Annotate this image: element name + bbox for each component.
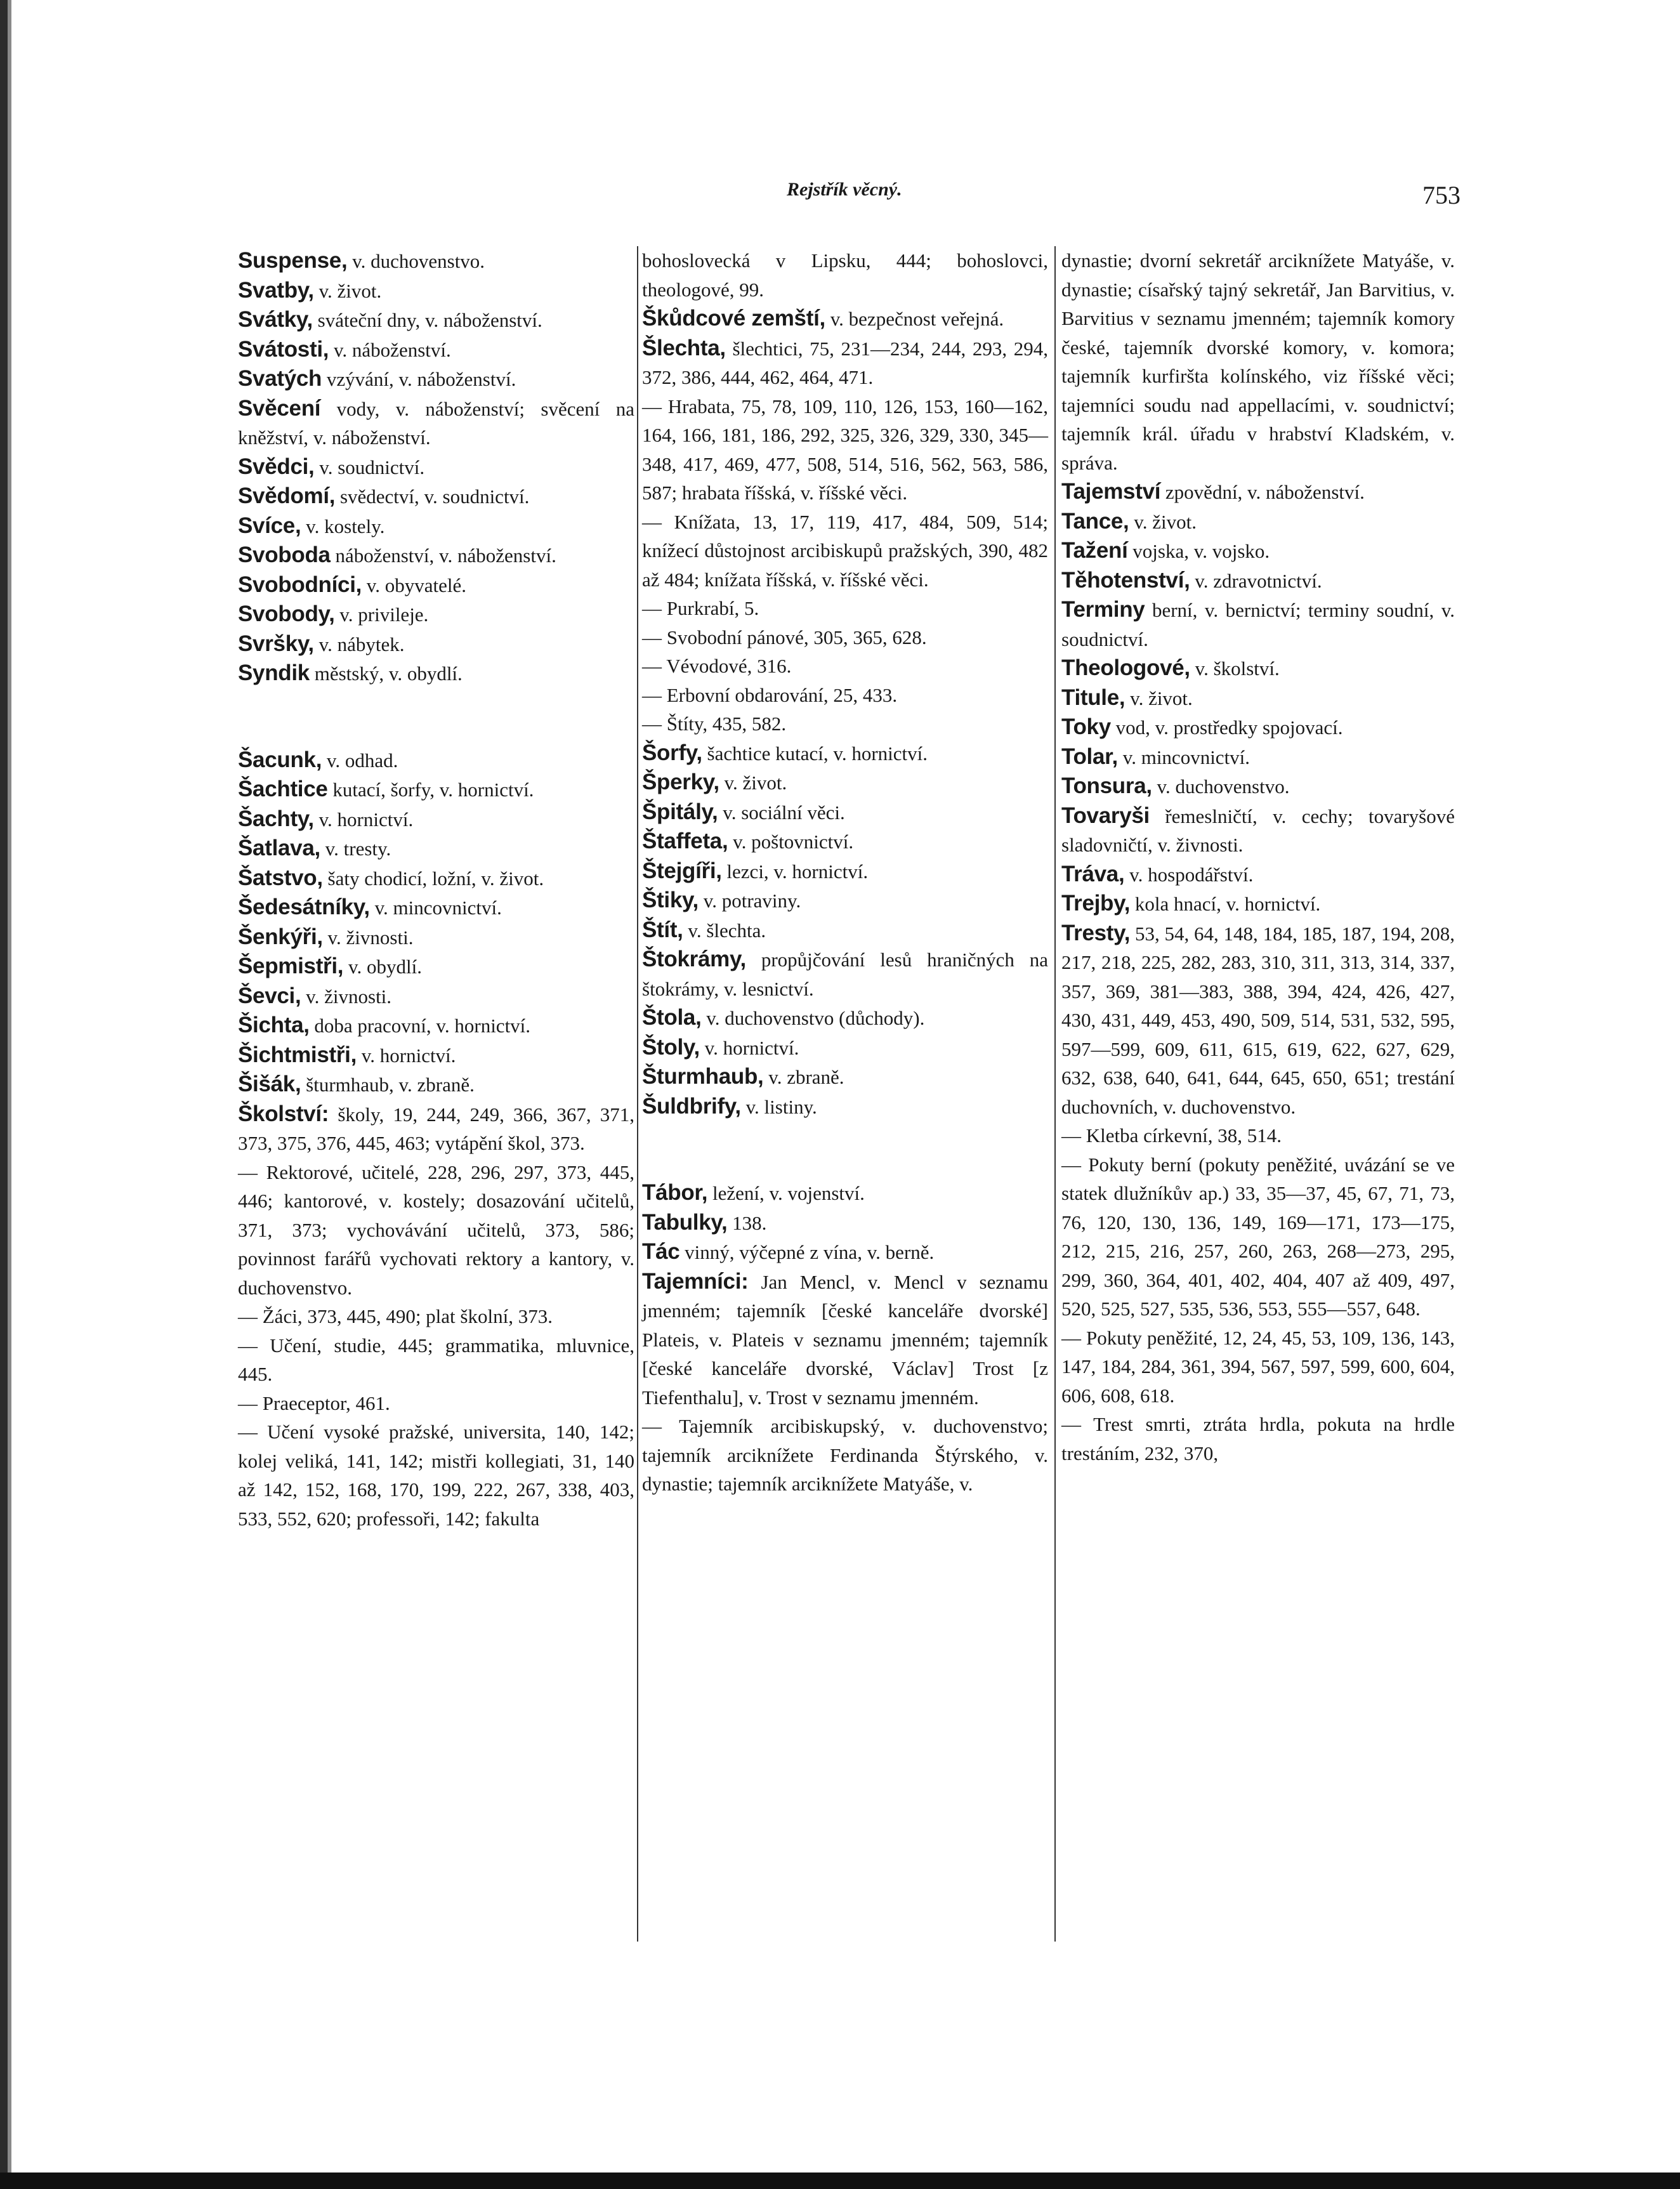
entry-text: — Purkrabí, 5. (642, 597, 759, 619)
entry-text: v. hornictví. (699, 1036, 799, 1059)
column-divider-1 (637, 246, 638, 1942)
index-entry (642, 1003, 1048, 1033)
scan-edge-left (0, 0, 8, 2189)
entry-text: vody, v. náboženství; svěcení na kněžství, v. náboženství. (238, 397, 634, 449)
index-entry (238, 511, 634, 541)
index-entry (238, 805, 634, 834)
entry-text: — Svobodní pánové, 305, 365, 628. (642, 626, 927, 648)
entry-text: — Vévodové, 316. (642, 655, 792, 677)
index-subentry (642, 709, 1048, 739)
entry-headword: Šorfy, (642, 740, 702, 765)
entry-headword: Štaffeta, (642, 829, 728, 853)
entry-text: — Pokuty berní (pokuty peněžité, uvázání se ve statek dlužníkův ap.) 33, 35—37, 45, 67, 71, 73, 76, 120, 130, 136, 149, 169—171, 173—175, 212, 215, 216, 257, 260, 263, 268—273, 295, 299, 360, 364, 401, 402, 404, 407 až 409, 497, 520, 525, 527, 535, 536, 553, 555—557, 648. (1061, 1153, 1455, 1320)
index-entry (238, 305, 634, 335)
index-column-2 (642, 246, 1048, 1499)
entry-text: 138. (727, 1211, 767, 1234)
entry-text: — Praeceptor, 461. (238, 1391, 390, 1414)
index-entry (1061, 536, 1455, 566)
entry-text: šlechtici, 75, 231—234, 244, 293, 294, 372, 386, 444, 462, 464, 471. (642, 337, 1048, 388)
entry-text: řemeslničtí, v. cechy; tovaryšové sladovničtí, v. živnosti. (1061, 805, 1455, 856)
index-subentry (642, 623, 1048, 652)
entry-headword: Šachty, (238, 806, 314, 831)
entry-headword: Tác (642, 1239, 680, 1264)
entry-text: v. nábytek. (313, 633, 405, 655)
entry-text: vzývání, v. náboženství. (322, 368, 516, 390)
index-subentry (238, 1302, 634, 1331)
entry-headword: Tolar, (1061, 744, 1118, 769)
index-subentry (238, 1417, 634, 1533)
index-entry (238, 482, 634, 511)
entry-headword: Šturmhaub, (642, 1064, 764, 1089)
index-entry (1061, 801, 1455, 860)
index-column-1 (238, 246, 634, 1533)
entry-text: — Hrabata, 75, 78, 109, 110, 126, 153, 160—162, 164, 166, 181, 186, 292, 325, 326, 329, 330, 345—348, 417, 469, 477, 508, 514, 516, 562, 563, 586, 587; hrabata říšská, v. říšské věci. (642, 395, 1048, 504)
index-subentry (1061, 1324, 1455, 1410)
entry-text: propůjčování lesů hraničných na štokrámy, v. lesnictví. (642, 949, 1048, 1000)
entry-headword: Šperky, (642, 770, 719, 794)
scan-edge-left-shadow (8, 0, 11, 2189)
index-entry (238, 923, 634, 952)
entry-text: v. zdravotnictví. (1190, 569, 1322, 592)
entry-headword: Toky (1061, 714, 1111, 739)
index-subentry (642, 246, 1048, 304)
entry-headword: Šatlava, (238, 836, 320, 860)
entry-headword: Šlechta, (642, 335, 726, 360)
entry-headword: Šedesátníky, (238, 895, 370, 919)
index-entry (238, 864, 634, 893)
entry-text: v. duchovenstvo (důchody). (701, 1007, 925, 1029)
index-entry (238, 659, 634, 688)
index-entry (642, 945, 1048, 1003)
entry-headword: Šišák, (238, 1072, 301, 1096)
index-entry (642, 827, 1048, 857)
entry-text: v. šlechta. (683, 919, 766, 942)
entry-text: vinný, výčepné z vína, v. berně. (679, 1241, 935, 1263)
entry-text: — Štíty, 435, 582. (642, 713, 787, 735)
entry-headword: Šacunk, (238, 747, 322, 772)
entry-text: v. život. (313, 279, 382, 302)
index-entry (642, 916, 1048, 945)
entry-text: v. listiny. (740, 1095, 817, 1118)
entry-headword: Štokrámy, (642, 947, 746, 971)
entry-text: městský, v. obydlí. (309, 662, 463, 685)
entry-headword: Ševci, (238, 983, 301, 1008)
entry-text: v. tresty. (320, 838, 391, 860)
index-subentry (642, 1412, 1048, 1499)
index-entry (642, 1092, 1048, 1122)
index-entry (238, 746, 634, 775)
index-entry (238, 1011, 634, 1041)
entry-text: šturmhaub, v. zbraně. (301, 1074, 475, 1096)
index-subentry (642, 652, 1048, 681)
index-entry (238, 541, 634, 570)
entry-text: náboženství, v. náboženství. (330, 544, 556, 567)
entry-headword: Svátky, (238, 307, 313, 332)
entry-text: v. hornictví. (313, 808, 414, 831)
entry-text: — Pokuty peněžité, 12, 24, 45, 53, 109, 136, 143, 147, 184, 284, 361, 394, 567, 597, 599, 600, 604, 606, 608, 618. (1061, 1326, 1455, 1407)
entry-headword: Tažení (1061, 538, 1128, 563)
entry-headword: Štít, (642, 917, 683, 942)
index-entry (238, 982, 634, 1011)
index-entry (1061, 683, 1455, 713)
index-entry (238, 1100, 634, 1158)
entry-text: zpovědní, v. náboženství. (1160, 481, 1365, 503)
entry-headword: Svobodníci, (238, 572, 362, 597)
index-entry (1061, 772, 1455, 801)
entry-text: sváteční dny, v. náboženství. (312, 309, 542, 331)
index-entry (642, 768, 1048, 798)
entry-text: vod, v. prostředky spojovací. (1110, 716, 1343, 739)
index-subentry (1061, 246, 1455, 477)
index-entry (238, 629, 634, 659)
entry-headword: Štejgíři, (642, 858, 722, 883)
entry-headword: Terminy (1061, 597, 1145, 622)
index-entry (642, 739, 1048, 768)
index-entry (642, 1033, 1048, 1063)
entry-headword: Štiky, (642, 888, 699, 912)
index-entry (1061, 860, 1455, 890)
entry-text: v. bezpečnost veřejná. (825, 308, 1004, 330)
entry-headword: Svršky, (238, 631, 314, 656)
entry-text: — Rektorové, učitelé, 228, 296, 297, 373, 445, 446; kantorové, v. kostely; dosazování učitelů, 371, 373; vychovávání učitelů, 373, 586; povinnost farářů vychovati rektory a kantory, v. duchovenstvo. (238, 1160, 634, 1299)
entry-headword: Titule, (1061, 685, 1125, 710)
entry-text: šachtice kutací, v. hornictví. (702, 742, 928, 765)
entry-headword: Suspense, (238, 248, 348, 273)
index-entry (238, 364, 634, 394)
entry-text: kutací, šorfy, v. hornictví. (327, 779, 534, 801)
index-entry (238, 893, 634, 923)
entry-text: v. život. (1125, 687, 1193, 709)
entry-text: v. hornictví. (357, 1044, 456, 1067)
index-subentry (642, 508, 1048, 595)
entry-headword: Svobody, (238, 601, 335, 626)
index-entry (642, 886, 1048, 916)
entry-headword: Tráva, (1061, 861, 1125, 886)
index-subentry (642, 594, 1048, 623)
column-divider-2 (1054, 246, 1056, 1942)
index-entry (1061, 742, 1455, 772)
entry-text: v. privileje. (334, 603, 429, 626)
entry-text: v. sociální věci. (718, 801, 845, 824)
entry-text: dynastie; dvorní sekretář arciknížete Matyáše, v. dynastie; císařský tajný sekretář, Jan Barvitius, v. Barvitius v seznamu jmenném; tajemník komory české, tajemník dvorské komory, v. komora; tajemník kurfiršta kolínského, viz říšské věci; tajemníci soudu nad appellacími, v. soudnictví; tajemník král. úřadu v hrabství Kladském, v. správa. (1061, 249, 1455, 474)
entry-text: v. živnosti. (301, 985, 392, 1008)
index-entry (1061, 654, 1455, 683)
index-entry (238, 276, 634, 306)
entry-text: šaty chodicí, ložní, v. život. (322, 867, 544, 890)
index-entry (238, 570, 634, 600)
index-entry (238, 600, 634, 629)
entry-text: v. náboženství. (329, 338, 451, 361)
entry-headword: Šachtice (238, 777, 328, 801)
entry-text: v. obydlí. (343, 956, 422, 978)
entry-text: 53, 54, 64, 148, 184, 185, 187, 194, 208, 217, 218, 225, 282, 283, 310, 311, 313, 314, 337, 357, 369, 381—383, 388, 394, 424, 426, 427, 430, 431, 449, 453, 490, 509, 514, 531, 532, 595, 597—599, 609, 611, 615, 619, 622, 627, 629, 632, 638, 640, 641, 644, 645, 650, 651; trestání duchovních, v. duchovenstvo. (1061, 922, 1455, 1118)
index-subentry (642, 392, 1048, 508)
entry-text: v. odhad. (322, 749, 398, 772)
entry-headword: Svíce, (238, 513, 301, 538)
entry-headword: Štoly, (642, 1034, 700, 1060)
entry-text: v. kostely. (301, 515, 385, 537)
entry-text: Jan Mencl, v. Mencl v seznamu jmenném; tajemník [české kanceláře dvorské] Plateis, v. Plateis v seznamu jmenném; tajemník [české kanceláře dvorské, Václav] Trost [z Tiefenthalu], v. Trost v seznamu jmenném. (642, 1270, 1048, 1409)
index-subentry (1061, 1150, 1455, 1324)
entry-headword: Svatých (238, 366, 322, 391)
entry-text: kola hnací, v. hornictví. (1130, 893, 1321, 915)
entry-text: — Učení vysoké pražské, universita, 140, 142; kolej veliká, 141, 142; mistři kollegiati, 31, 140 až 142, 152, 168, 170, 199, 222, 267, 338, 403, 533, 552, 620; professoři, 142; fakulta (238, 1421, 634, 1530)
entry-text: v. mincovnictví. (1117, 746, 1250, 768)
index-entry (238, 775, 634, 805)
page-number: 753 (1422, 181, 1460, 209)
index-entry (642, 857, 1048, 886)
index-entry (642, 1208, 1048, 1238)
index-entry (1061, 507, 1455, 537)
index-column-3 (1061, 246, 1455, 1468)
index-entry (238, 1041, 634, 1070)
entry-headword: Tábor, (642, 1180, 708, 1205)
entry-headword: Těhotenství, (1061, 567, 1190, 593)
entry-headword: Šichtmistři, (238, 1042, 357, 1067)
index-entry (1061, 889, 1455, 919)
entry-text: v. zbraně. (763, 1066, 844, 1088)
index-entry (238, 1070, 634, 1100)
index-entry (238, 834, 634, 864)
index-entry (642, 1267, 1048, 1412)
entry-headword: Tovaryši (1061, 803, 1150, 828)
entry-text: — Knížata, 13, 17, 119, 417, 484, 509, 514; knížecí důstojnost arcibiskupů pražských, 390, 482 až 484; knížata říšská, v. říšské věci. (642, 510, 1048, 591)
index-entry (238, 394, 634, 452)
entry-text: — Trest smrti, ztráta hrdla, pokuta na hrdle trestáním, 232, 370, (1061, 1413, 1455, 1464)
entry-text: v. poštovnictví. (728, 831, 854, 853)
index-entry (642, 1178, 1048, 1208)
index-entry (1061, 477, 1455, 507)
entry-headword: Tajemství (1061, 479, 1161, 504)
index-subentry (642, 681, 1048, 710)
entry-text: v. hospodářství. (1124, 863, 1254, 886)
index-entry (238, 246, 634, 276)
entry-text: vojska, v. vojsko. (1127, 540, 1270, 562)
entry-text: svědectví, v. soudnictví. (335, 485, 530, 508)
index-entry (642, 304, 1048, 334)
entry-headword: Šichta, (238, 1013, 310, 1037)
index-entry (1061, 919, 1455, 1122)
entry-headword: Tresty, (1061, 920, 1131, 945)
entry-text: v. obyvatelé. (362, 574, 467, 596)
entry-headword: Šepmistři, (238, 954, 344, 978)
index-entry (642, 798, 1048, 827)
entry-text: — Erbovní obdarování, 25, 433. (642, 683, 898, 706)
entry-headword: Syndik (238, 661, 310, 685)
entry-headword: Theologové, (1061, 655, 1190, 680)
section-gap (238, 688, 634, 746)
index-subentry (238, 1158, 634, 1303)
entry-text: — Kletba církevní, 38, 514. (1061, 1124, 1282, 1147)
index-subentry (1061, 1121, 1455, 1150)
index-subentry (238, 1331, 634, 1389)
index-entry (642, 334, 1048, 392)
entry-headword: Tabulky, (642, 1209, 728, 1235)
entry-text: v. život. (1129, 510, 1197, 533)
entry-headword: Štola, (642, 1005, 702, 1030)
entry-text: v. potraviny. (698, 890, 801, 912)
entry-headword: Svěcení (238, 395, 321, 421)
entry-headword: Tance, (1061, 508, 1129, 534)
entry-headword: Tonsura, (1061, 773, 1152, 798)
scan-edge-bottom (0, 2173, 1680, 2189)
entry-text: lezci, v. hornictví. (721, 860, 869, 883)
index-entry (238, 452, 634, 482)
index-entry (238, 952, 634, 982)
index-entry (1061, 595, 1455, 654)
entry-headword: Svědomí, (238, 483, 336, 508)
entry-headword: Svatby, (238, 277, 314, 303)
entry-text: berní, v. bernictví; terminy soudní, v. soudnictví. (1061, 599, 1455, 650)
index-entry (1061, 713, 1455, 742)
index-entry (238, 335, 634, 365)
entry-text: v. život. (719, 772, 787, 794)
index-entry (642, 1237, 1048, 1267)
running-header: Rejstřík věcný. (787, 179, 902, 200)
entry-headword: Škůdcové zemští, (642, 306, 825, 331)
entry-text: bohoslovecká v Lipsku, 444; bohoslovci, theologové, 99. (642, 249, 1048, 301)
entry-text: v. duchovenstvo. (1152, 775, 1290, 798)
section-gap (642, 1121, 1048, 1178)
index-subentry (238, 1389, 634, 1418)
entry-text: — Žáci, 373, 445, 490; plat školní, 373. (238, 1305, 553, 1327)
index-entry (642, 1062, 1048, 1092)
entry-text: v. mincovnictví. (369, 897, 502, 919)
entry-headword: Svátosti, (238, 336, 329, 362)
index-entry (1061, 566, 1455, 596)
entry-headword: Šatstvo, (238, 865, 323, 890)
entry-headword: Svědci, (238, 454, 315, 479)
entry-headword: Šuldbrify, (642, 1093, 741, 1119)
entry-text: v. živnosti. (322, 926, 414, 949)
entry-text: — Tajemník arcibiskupský, v. duchovenstvo; tajemník arciknížete Ferdinanda Štýrského, v. dynastie; tajemník arciknížete Matyáše, v. (642, 1415, 1048, 1495)
entry-text: ležení, v. vojenství. (707, 1182, 865, 1204)
entry-text: doba pracovní, v. hornictví. (309, 1015, 531, 1037)
entry-headword: Svoboda (238, 542, 331, 567)
entry-text: v. soudnictví. (314, 456, 425, 478)
entry-text: školy, 19, 244, 249, 366, 367, 371, 373, 375, 376, 445, 463; vytápění škol, 373. (238, 1103, 634, 1154)
entry-headword: Špitály, (642, 799, 718, 824)
entry-text: — Učení, studie, 445; grammatika, mluvnice, 445. (238, 1334, 634, 1385)
entry-headword: Školství: (238, 1101, 329, 1126)
entry-text: v. duchovenstvo. (347, 250, 485, 272)
entry-headword: Tajemníci: (642, 1268, 749, 1294)
index-subentry (1061, 1410, 1455, 1468)
entry-headword: Šenkýři, (238, 924, 323, 949)
entry-headword: Trejby, (1061, 891, 1131, 916)
entry-text: v. školství. (1190, 657, 1280, 680)
